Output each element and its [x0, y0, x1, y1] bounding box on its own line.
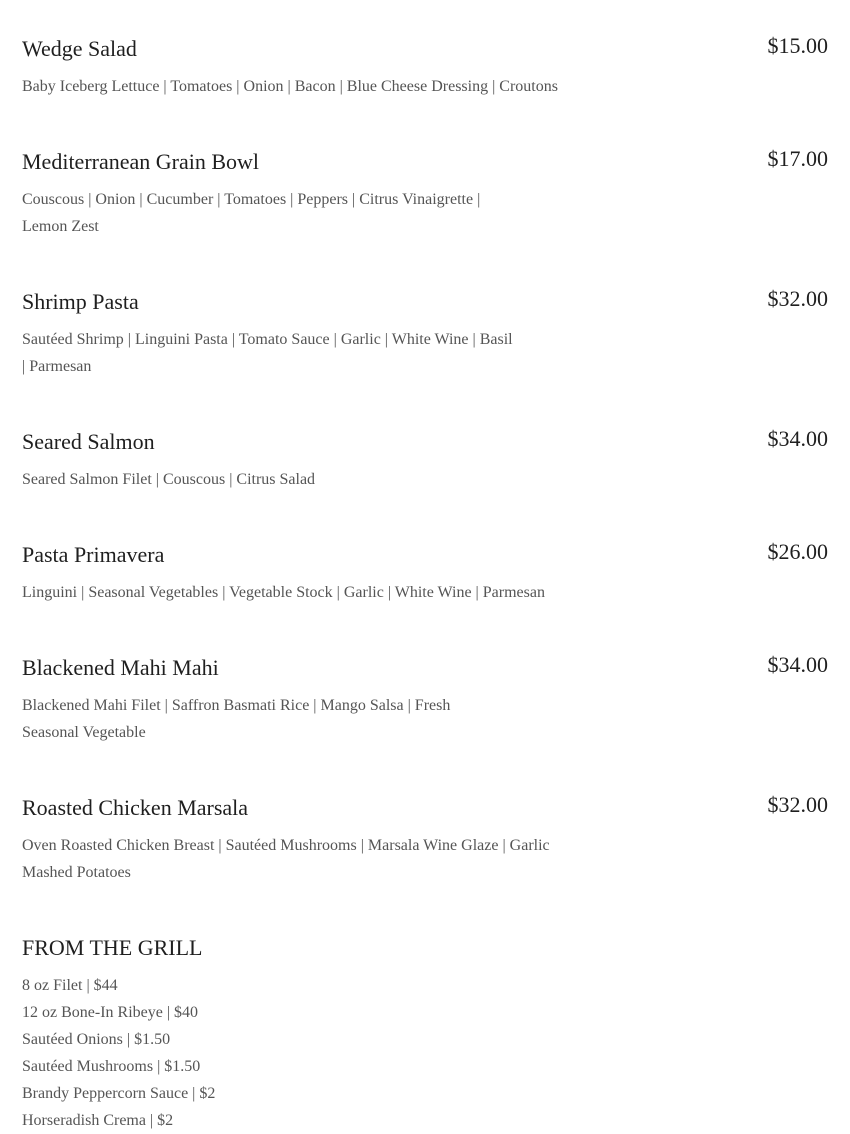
list-item: Sautéed Mushrooms | $1.50 — [22, 1058, 201, 1075]
menu-item-description — [22, 186, 622, 240]
list-item: 8 oz Filet | $44 — [22, 977, 118, 994]
description-line: Sautéed Shrimp | Linguini Pasta | Tomato Sauce | Garlic | White Wine | Basil — [22, 331, 513, 348]
description-line: Baby Iceberg Lettuce | Tomatoes | Onion | Bacon | Blue Cheese Dressing | Croutons — [22, 78, 558, 95]
menu-item-name: Seared Salmon — [22, 429, 155, 454]
menu-item-description — [22, 832, 622, 886]
list-item: Brandy Peppercorn Sauce | $2 — [22, 1085, 216, 1102]
menu-item-price: $15.00 — [767, 33, 828, 58]
list-item: Sautéed Onions | $1.50 — [22, 1031, 171, 1048]
menu-item-name: Pasta Primavera — [22, 542, 165, 567]
list-item: 12 oz Bone-In Ribeye | $40 — [22, 1004, 199, 1021]
menu-item-price: $17.00 — [767, 146, 828, 171]
list-item: Horseradish Crema | $2 — [22, 1112, 174, 1129]
description-line: Blackened Mahi Filet | Saffron Basmati Rice | Mango Salsa | Fresh — [22, 697, 451, 714]
menu-item-price: $32.00 — [767, 286, 828, 311]
menu-item-description — [22, 692, 622, 746]
description-line: Lemon Zest — [22, 218, 99, 235]
section-title: FROM THE GRILL — [22, 935, 203, 960]
description-line: Mashed Potatoes — [22, 864, 131, 881]
menu-item-description — [22, 466, 622, 493]
menu-item-price: $34.00 — [767, 426, 828, 451]
menu-item-description — [22, 326, 622, 380]
menu-item-price: $26.00 — [767, 539, 828, 564]
menu-item-description — [22, 579, 622, 606]
menu-item-name: Mediterranean Grain Bowl — [22, 149, 260, 174]
grill-section — [22, 934, 622, 1134]
menu-item-name: Blackened Mahi Mahi — [22, 655, 219, 680]
description-line: | Parmesan — [22, 358, 92, 375]
description-line: Oven Roasted Chicken Breast | Sautéed Mushrooms | Marsala Wine Glaze | Garlic — [22, 837, 550, 854]
menu-item-description — [22, 73, 622, 100]
description-line: Seasonal Vegetable — [22, 724, 146, 741]
grill-list — [22, 972, 622, 1134]
description-line: Couscous | Onion | Cucumber | Tomatoes | Peppers | Citrus Vinaigrette | — [22, 191, 481, 208]
menu-item-name: Shrimp Pasta — [22, 289, 139, 314]
description-line: Linguini | Seasonal Vegetables | Vegetable Stock | Garlic | White Wine | Parmesan — [22, 584, 545, 601]
menu-item-name: Wedge Salad — [22, 36, 137, 61]
menu-item-name: Roasted Chicken Marsala — [22, 795, 249, 820]
menu-item-price: $32.00 — [767, 792, 828, 817]
menu-item-price: $34.00 — [767, 652, 828, 677]
description-line: Seared Salmon Filet | Couscous | Citrus Salad — [22, 471, 316, 488]
